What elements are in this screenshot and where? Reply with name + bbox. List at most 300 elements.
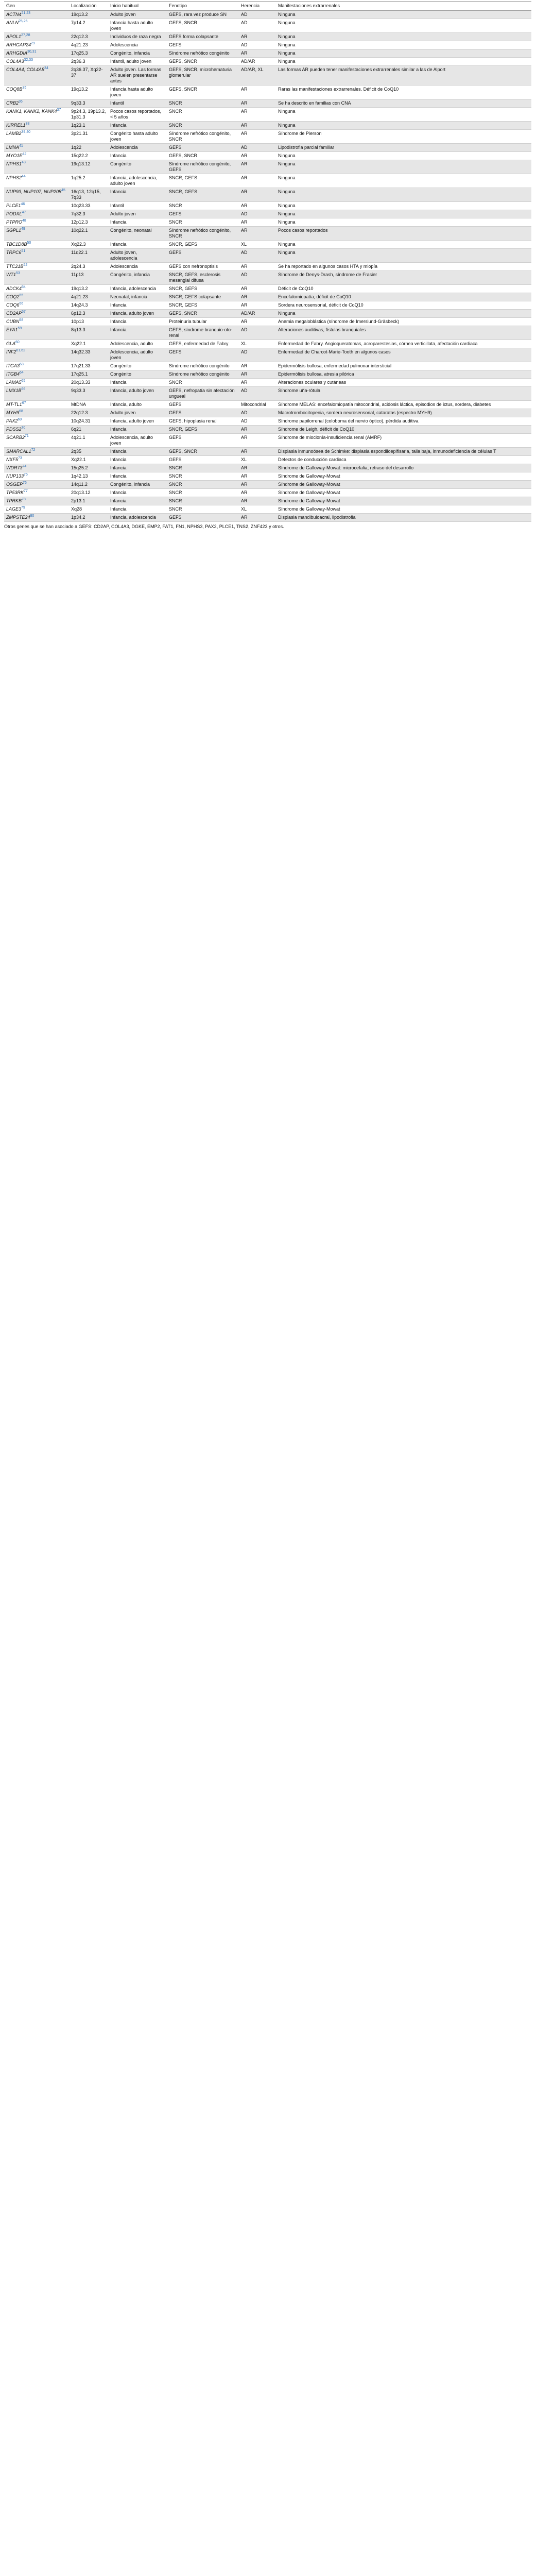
cell-gene	[4, 202, 69, 210]
cell-gene	[4, 464, 69, 472]
cell-herencia: AD	[239, 249, 276, 263]
cell-localizacion: Xq22.3	[69, 241, 108, 249]
table-row	[4, 326, 531, 340]
cell-inicio: Adolescencia, adulto	[108, 340, 167, 348]
cell-fenotipo: GEFS, rara vez produce SN	[167, 11, 239, 19]
cell-fenotipo: Síndrome nefrótico congénito, SNCR	[167, 227, 239, 241]
cell-inicio: Adulto joven. Las formas AR suelen presentarse antes	[108, 66, 167, 86]
cell-fenotipo: SNCR	[167, 497, 239, 505]
cell-manifestaciones: Ninguna	[276, 122, 531, 130]
cell-herencia: AR	[239, 130, 276, 144]
cell-localizacion: 6q21	[69, 426, 108, 434]
cell-localizacion: 1q25.2	[69, 174, 108, 188]
cell-inicio: Adolescencia	[108, 144, 167, 152]
cell-fenotipo: Proteinuria tubular	[167, 318, 239, 326]
cell-fenotipo: SNCR	[167, 481, 239, 489]
cell-herencia: AD	[239, 144, 276, 152]
table-row	[4, 426, 531, 434]
cell-fenotipo: SNCR, GEFS	[167, 426, 239, 434]
gene-name: TBC1D8B	[6, 242, 27, 247]
reference-link[interactable]: 68	[19, 410, 23, 413]
gene-name: NUP93, NUP107, NUP205	[6, 189, 62, 194]
cell-localizacion: 2q35	[69, 448, 108, 456]
cell-localizacion: Xq22.1	[69, 456, 108, 464]
gene-name: MYH9	[6, 410, 20, 415]
table-row	[4, 456, 531, 464]
reference-link[interactable]: 54	[22, 285, 26, 289]
cell-gene	[4, 472, 69, 481]
table-row	[4, 340, 531, 348]
cell-manifestaciones: Ninguna	[276, 41, 531, 49]
reference-link[interactable]: 65	[21, 379, 26, 383]
reference-link[interactable]: 55	[19, 294, 24, 297]
reference-link[interactable]: 75	[24, 473, 28, 477]
gene-name: ACTN4	[6, 12, 22, 17]
cell-localizacion: 2q24.3	[69, 263, 108, 271]
table-row	[4, 505, 531, 514]
cell-localizacion: 17q25.1	[69, 370, 108, 379]
table-row	[4, 108, 531, 122]
cell-gene	[4, 241, 69, 249]
gene-name: ITGB4	[6, 371, 20, 377]
cell-inicio: Infancia	[108, 218, 167, 227]
cell-inicio: Adulto joven, adolescencia	[108, 249, 167, 263]
reference-link[interactable]: 71	[25, 434, 29, 438]
gene-name: LMX1B	[6, 388, 22, 393]
reference-link[interactable]: 67	[22, 401, 26, 405]
cell-fenotipo: GEFS, enfermedad de Fabry	[167, 340, 239, 348]
gene-name: LMNA	[6, 145, 20, 150]
cell-manifestaciones: Ninguna	[276, 249, 531, 263]
cell-inicio: Infancia, adolescencia	[108, 514, 167, 522]
cell-herencia: XL	[239, 505, 276, 514]
cell-gene	[4, 49, 69, 58]
cell-manifestaciones: Síndrome de Galloway-Mowat	[276, 472, 531, 481]
cell-manifestaciones: Encefalomiopatía, déficit de CoQ10	[276, 293, 531, 301]
cell-localizacion: 1q23.1	[69, 122, 108, 130]
cell-manifestaciones: Síndrome de Denys-Drash, síndrome de Frasier	[276, 271, 531, 285]
table-row	[4, 318, 531, 326]
cell-manifestaciones: Ninguna	[276, 218, 531, 227]
table-row	[4, 489, 531, 497]
gene-name: PLCE1	[6, 203, 21, 208]
cell-fenotipo: SNCR, GEFS	[167, 188, 239, 202]
header-manifestaciones: Manifestaciones extrarrenales	[276, 2, 531, 11]
cell-gene	[4, 310, 69, 318]
reference-link[interactable]: 59	[18, 327, 22, 330]
cell-manifestaciones: Déficit de CoQ10	[276, 285, 531, 293]
gene-name: PDSS2	[6, 427, 22, 432]
cell-inicio: Infancia	[108, 497, 167, 505]
cell-localizacion: 2q36.3	[69, 58, 108, 66]
table-row	[4, 160, 531, 174]
cell-fenotipo: SNCR	[167, 108, 239, 122]
reference-link[interactable]: 45	[61, 189, 65, 192]
cell-localizacion: 20q13.12	[69, 489, 108, 497]
reference-link[interactable]: 30,31	[27, 50, 37, 54]
cell-inicio: Infancia	[108, 326, 167, 340]
header-herencia: Herencia	[239, 2, 276, 11]
gene-name: PODXL	[6, 211, 22, 216]
cell-fenotipo: SNCR	[167, 472, 239, 481]
cell-inicio: Infantil	[108, 99, 167, 108]
gene-name: COQ8B	[6, 87, 23, 92]
reference-link[interactable]: 79	[21, 506, 25, 510]
cell-fenotipo: GEFS	[167, 249, 239, 263]
reference-link[interactable]: 69	[18, 418, 22, 421]
cell-localizacion: 10q22.1	[69, 227, 108, 241]
cell-herencia: AR	[239, 285, 276, 293]
reference-link[interactable]: 53	[16, 272, 20, 275]
cell-inicio: Infancia	[108, 456, 167, 464]
cell-gene	[4, 318, 69, 326]
reference-link[interactable]: 72	[31, 448, 36, 452]
cell-localizacion: 22q12.3	[69, 33, 108, 41]
cell-gene	[4, 285, 69, 293]
cell-inicio: Infancia hasta adulto joven	[108, 19, 167, 33]
reference-link[interactable]: 78	[22, 498, 26, 501]
header-gen: Gen	[4, 2, 69, 11]
cell-herencia: AR	[239, 362, 276, 370]
reference-link[interactable]: 63	[20, 363, 24, 366]
cell-gene	[4, 497, 69, 505]
reference-link[interactable]: 60	[15, 341, 20, 344]
cell-inicio: Congénito, neonatal	[108, 227, 167, 241]
gene-name: SCARB2	[6, 435, 25, 440]
cell-localizacion: 19q13.2	[69, 86, 108, 99]
table-row	[4, 448, 531, 456]
cell-inicio: Adolescencia	[108, 41, 167, 49]
table-row	[4, 49, 531, 58]
cell-inicio: Infancia hasta adulto joven	[108, 86, 167, 99]
cell-herencia: AR	[239, 426, 276, 434]
cell-fenotipo: GEFS	[167, 434, 239, 448]
cell-localizacion: 14q11.2	[69, 481, 108, 489]
cell-fenotipo: SNCR, GEFS	[167, 285, 239, 293]
reference-link[interactable]: 37	[57, 108, 61, 112]
table-row	[4, 497, 531, 505]
cell-gene	[4, 489, 69, 497]
table-row	[4, 481, 531, 489]
cell-localizacion: 9q33.3	[69, 387, 108, 401]
cell-manifestaciones: Macrotrombocitopenia, sordera neurosensorial, cataratas (espectro MYH9)	[276, 409, 531, 417]
cell-herencia: AR	[239, 263, 276, 271]
gene-name: NUP133	[6, 473, 24, 479]
reference-link[interactable]: 50	[27, 241, 31, 245]
cell-gene	[4, 263, 69, 271]
cell-fenotipo: Síndrome nefrótico congénito	[167, 362, 239, 370]
cell-herencia: AR	[239, 49, 276, 58]
cell-localizacion: MtDNA	[69, 401, 108, 409]
cell-manifestaciones: Pocos casos reportados	[276, 227, 531, 241]
cell-fenotipo: SNCR	[167, 218, 239, 227]
cell-fenotipo: GEFS, SNCR	[167, 152, 239, 160]
table-body	[4, 11, 531, 522]
reference-link[interactable]: 64	[20, 371, 24, 375]
cell-gene	[4, 86, 69, 99]
cell-herencia: AR	[239, 434, 276, 448]
cell-herencia: AR	[239, 99, 276, 108]
cell-herencia: AR	[239, 293, 276, 301]
reference-link[interactable]: 36	[19, 100, 23, 104]
cell-herencia: AD	[239, 19, 276, 33]
reference-link[interactable]: 27,28	[21, 33, 30, 37]
cell-herencia: AD/AR	[239, 310, 276, 318]
reference-link[interactable]: 77	[24, 489, 28, 493]
cell-gene	[4, 417, 69, 426]
reference-link[interactable]: 61,62	[16, 349, 26, 352]
cell-gene	[4, 514, 69, 522]
table-row	[4, 210, 531, 218]
gene-name: WDR73	[6, 465, 23, 470]
cell-manifestaciones: Ninguna	[276, 11, 531, 19]
cell-herencia: AR	[239, 489, 276, 497]
cell-inicio: Infancia	[108, 301, 167, 310]
reference-link[interactable]: 32,33	[24, 58, 33, 62]
reference-link[interactable]: 46	[21, 202, 25, 206]
cell-manifestaciones: Síndrome de mioclonía-insuficiencia renal (AMRF)	[276, 434, 531, 448]
reference-link[interactable]: 58	[19, 318, 24, 322]
reference-link[interactable]: 66	[21, 387, 26, 391]
cell-manifestaciones: Síndrome MELAS: encefalomiopatía mitocondrial, acidosis láctica, episodios de ictus, sordera, diabetes	[276, 401, 531, 409]
cell-fenotipo: SNCR, GEFS, esclerosis mesangial difusa	[167, 271, 239, 285]
cell-localizacion: 11q22.1	[69, 249, 108, 263]
gene-name: CD2AP	[6, 311, 22, 316]
table-row	[4, 249, 531, 263]
cell-fenotipo: Síndrome nefrótico congénito	[167, 370, 239, 379]
gene-name: COL4A4, COL4A5	[6, 67, 45, 72]
reference-link[interactable]: 42	[22, 152, 27, 156]
cell-fenotipo: GEFS, síndrome branquio-oto-renal	[167, 326, 239, 340]
cell-herencia: AR	[239, 514, 276, 522]
table-row	[4, 370, 531, 379]
reference-link[interactable]: 70	[21, 426, 26, 430]
cell-fenotipo: Síndrome nefrótico congénito, SNCR	[167, 130, 239, 144]
cell-localizacion: 22q12.3	[69, 409, 108, 417]
cell-manifestaciones: Las formas AR pueden tener manifestaciones extrarrenales similar a las de Alport	[276, 66, 531, 86]
gene-name: TPRKB	[6, 498, 22, 503]
reference-link[interactable]: 47	[22, 211, 26, 214]
gene-name: ADCK4	[6, 286, 22, 291]
table-row	[4, 301, 531, 310]
header-fenotipo: Fenotipo	[167, 2, 239, 11]
reference-link[interactable]: 25,26	[19, 20, 28, 23]
cell-herencia: AR	[239, 160, 276, 174]
cell-localizacion: 17q25.3	[69, 49, 108, 58]
cell-manifestaciones: Ninguna	[276, 210, 531, 218]
cell-manifestaciones: Síndrome de Pierson	[276, 130, 531, 144]
cell-localizacion: 7p14.2	[69, 19, 108, 33]
cell-herencia: AD	[239, 41, 276, 49]
cell-gene	[4, 505, 69, 514]
cell-localizacion: 1p34.2	[69, 514, 108, 522]
cell-herencia: AD	[239, 417, 276, 426]
cell-manifestaciones: Epidermólisis bullosa, atresia pilórica	[276, 370, 531, 379]
cell-localizacion: Xq22.1	[69, 340, 108, 348]
table-row	[4, 99, 531, 108]
reference-link[interactable]: 73	[18, 456, 22, 460]
cell-herencia: AR	[239, 122, 276, 130]
cell-manifestaciones: Se ha descrito en familias con CNA	[276, 99, 531, 108]
cell-inicio: Infantil	[108, 202, 167, 210]
cell-herencia: AR	[239, 188, 276, 202]
cell-localizacion: 17q21.33	[69, 362, 108, 370]
reference-link[interactable]: 38	[25, 122, 30, 126]
cell-localizacion: 3p21.31	[69, 130, 108, 144]
cell-inicio: Infancia	[108, 152, 167, 160]
cell-gene	[4, 33, 69, 41]
cell-herencia: AR	[239, 218, 276, 227]
reference-link[interactable]: 52	[23, 263, 28, 267]
cell-fenotipo: GEFS	[167, 348, 239, 362]
cell-manifestaciones: Ninguna	[276, 241, 531, 249]
cell-herencia: AR	[239, 227, 276, 241]
gene-name: SGPL1	[6, 228, 22, 233]
gene-name: ARHGDIA	[6, 50, 28, 56]
cell-fenotipo: GEFS, SNCR	[167, 19, 239, 33]
gene-name: MT-TL1	[6, 402, 22, 407]
cell-manifestaciones: Síndrome de Galloway-Mowat	[276, 505, 531, 514]
cell-gene	[4, 379, 69, 387]
table-row	[4, 19, 531, 33]
cell-gene	[4, 293, 69, 301]
gene-name: INF2	[6, 349, 16, 354]
cell-fenotipo: Síndrome nefrótico congénito, GEFS	[167, 160, 239, 174]
cell-localizacion: 12p12.3	[69, 218, 108, 227]
table-row	[4, 41, 531, 49]
cell-inicio: Infancia, adulto joven	[108, 387, 167, 401]
cell-herencia: AR	[239, 472, 276, 481]
cell-gene	[4, 130, 69, 144]
cell-herencia: AD	[239, 210, 276, 218]
cell-herencia: AR	[239, 497, 276, 505]
cell-gene	[4, 456, 69, 464]
reference-link[interactable]: 43	[22, 161, 26, 164]
cell-manifestaciones: Síndrome uña-rótula	[276, 387, 531, 401]
table-row	[4, 464, 531, 472]
reference-link[interactable]: 29	[31, 42, 35, 45]
cell-herencia: AD	[239, 11, 276, 19]
cell-manifestaciones: Síndrome de Galloway-Mowat	[276, 489, 531, 497]
table-row	[4, 188, 531, 202]
reference-link[interactable]: 35	[22, 86, 27, 90]
cell-manifestaciones: Ninguna	[276, 160, 531, 174]
cell-localizacion: 20q13.33	[69, 379, 108, 387]
cell-herencia: XL	[239, 241, 276, 249]
reference-link[interactable]: 80	[30, 514, 34, 518]
cell-inicio: Infancia	[108, 379, 167, 387]
gene-name: COQ6	[6, 302, 20, 308]
reference-link[interactable]: 56	[19, 302, 24, 306]
cell-gene	[4, 326, 69, 340]
cell-inicio: Congénito	[108, 362, 167, 370]
cell-localizacion: 6p12.3	[69, 310, 108, 318]
gene-name: GLA	[6, 341, 16, 346]
cell-fenotipo: GEFS	[167, 409, 239, 417]
header-localizacion: Localización	[69, 2, 108, 11]
reference-link[interactable]: 57	[22, 310, 26, 314]
cell-inicio: Infancia	[108, 188, 167, 202]
cell-localizacion: 15q25.2	[69, 464, 108, 472]
reference-link[interactable]: 49	[21, 227, 25, 231]
cell-fenotipo: SNCR, GEFS	[167, 301, 239, 310]
reference-link[interactable]: 74	[22, 465, 27, 468]
cell-fenotipo: SNCR	[167, 505, 239, 514]
reference-link[interactable]: 51	[21, 249, 26, 253]
cell-fenotipo: GEFS	[167, 514, 239, 522]
cell-gene	[4, 409, 69, 417]
cell-manifestaciones: Ninguna	[276, 108, 531, 122]
cell-localizacion: 1q42.13	[69, 472, 108, 481]
cell-manifestaciones: Alteraciones oculares y cutáneas	[276, 379, 531, 387]
cell-fenotipo: GEFS	[167, 210, 239, 218]
cell-herencia: AR	[239, 86, 276, 99]
cell-manifestaciones: Enfermedad de Fabry. Angioqueratomas, acroparestesias, córnea verticillata, afectación cardiaca	[276, 340, 531, 348]
gene-name: MYO1E	[6, 153, 23, 158]
gene-name: NPHS2	[6, 175, 22, 180]
cell-herencia: AD	[239, 387, 276, 401]
cell-gene	[4, 301, 69, 310]
table-row	[4, 227, 531, 241]
cell-localizacion: 7q32.3	[69, 210, 108, 218]
cell-inicio: Neonatal, infancia	[108, 293, 167, 301]
cell-inicio: Infancia	[108, 505, 167, 514]
cell-inicio: Infancia	[108, 489, 167, 497]
cell-inicio: Infancia, adulto joven	[108, 417, 167, 426]
reference-link[interactable]: 34	[44, 66, 48, 70]
cell-gene	[4, 401, 69, 409]
cell-manifestaciones: Displasia inmunoósea de Schimke: displasia espondiloepifisaria, talla baja, inmunodeficiencia de células T	[276, 448, 531, 456]
cell-herencia: XL	[239, 456, 276, 464]
cell-gene	[4, 99, 69, 108]
cell-fenotipo: GEFS con nefronoptisis	[167, 263, 239, 271]
cell-herencia: AR	[239, 448, 276, 456]
cell-inicio: Adolescencia	[108, 263, 167, 271]
gene-name: CUBN	[6, 319, 20, 324]
cell-manifestaciones: Ninguna	[276, 19, 531, 33]
cell-fenotipo: GEFS, SNCR	[167, 448, 239, 456]
table-row	[4, 379, 531, 387]
cell-inicio: Infancia, adulto	[108, 401, 167, 409]
cell-inicio: Congénito	[108, 370, 167, 379]
cell-manifestaciones: Ninguna	[276, 174, 531, 188]
table-row	[4, 130, 531, 144]
cell-gene	[4, 174, 69, 188]
cell-inicio: Congénito hasta adulto joven	[108, 130, 167, 144]
cell-localizacion: 9p24.3, 19p13.2, 1p31.3	[69, 108, 108, 122]
reference-link[interactable]: 39,40	[21, 130, 31, 134]
table-row	[4, 434, 531, 448]
cell-inicio: Infancia, adolescencia, adulto joven	[108, 174, 167, 188]
gene-name: ANLN	[6, 20, 19, 25]
table-row	[4, 144, 531, 152]
reference-link[interactable]: 76	[23, 481, 27, 485]
reference-link[interactable]: 41	[19, 144, 23, 148]
cell-manifestaciones: Síndrome de Galloway-Mowat	[276, 481, 531, 489]
cell-inicio: Pocos casos reportados, < 5 años	[108, 108, 167, 122]
reference-link[interactable]: 44	[22, 175, 26, 178]
cell-inicio: Infancia	[108, 318, 167, 326]
cell-fenotipo: SNCR	[167, 379, 239, 387]
cell-gene	[4, 210, 69, 218]
reference-link[interactable]: 21,23	[21, 11, 31, 15]
table-row	[4, 362, 531, 370]
cell-localizacion: 14q32.33	[69, 348, 108, 362]
cell-gene	[4, 387, 69, 401]
cell-manifestaciones: Sordera neurosensorial, déficit de CoQ10	[276, 301, 531, 310]
cell-manifestaciones: Alteraciones auditivas, fístulas branquiales	[276, 326, 531, 340]
reference-link[interactable]: 48	[22, 219, 26, 223]
